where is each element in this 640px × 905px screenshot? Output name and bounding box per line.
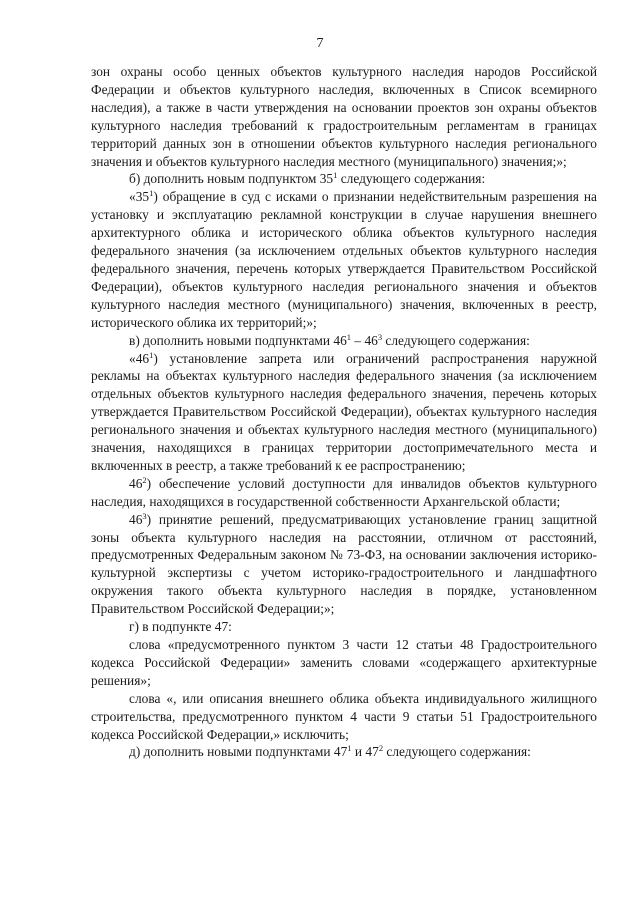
paragraph-text: «46 [129,350,150,366]
document-body [91,63,597,761]
superscript-index: 1 [333,170,338,181]
superscript-index: 1 [346,331,352,342]
paragraph [91,743,597,761]
superscript-index: 1 [149,349,154,360]
superscript-index: 2 [378,743,384,754]
paragraph: слова «, или описания внешнего облика объекта индивидуального жилищного строительства, предусмотренного пунктом 4 части 9 статьи 51 Градостроительного кодекса Российской Федерации,» исключить; [91,690,597,742]
paragraph-text: д) дополнить новыми подпунктами 47 [129,744,348,760]
paragraph [91,475,597,511]
paragraph-text: и 47 [351,744,379,760]
superscript-index: 1 [347,743,352,754]
paragraph: зон охраны особо ценных объектов культурного наследия народов Российской Федерации и объектов культурного наследия, включенных в Список всемирного наследия), а также в части утверждения на основании проектов зон охраны объектов культурного наследия требований к градостроительным регламентам в границах территорий данных зон в отношении объектов культурного наследия регионального значения и объектов культурного наследия местного (муниципального) значения;»; [91,64,597,169]
paragraph-text: – 46 [351,332,378,348]
paragraph-text: 46 [129,475,143,491]
paragraph-text: ) установление запрета или ограничений распространения наружной рекламы на объектах культурного наследия федерального значения (за исключением отдельных объектов культурного наследия федерального значения, перечень которых утверждается Правительством Российской Федерации), объектах культурного наследия регионального значения и объектах культурного наследия местного (муниципального) значения, находящихся в границах территории достопримечательного места и включенных в реестр, а также требований к ее распространению; [91,350,597,473]
paragraph-text: ) обеспечение условий доступности для инвалидов объектов культурного наследия, находящихся в государственной собственности Архангельской области; [91,475,597,509]
page-number: 7 [316,36,324,51]
paragraph-text: следующего содержания: [382,332,530,348]
paragraph [91,511,597,618]
paragraph-text: ) принятие решений, предусматривающих установление границ защитной зоны объекта культурного наследия на расстоянии, отличном от расстояний, предусмотренных Федеральным законом № 73-ФЗ, на основании заключения историко-культурной экспертизы с учетом историко-градостроительного и ландшафтного окружения такого объекта культурного наследия в порядке, установленном Правительством Российской Федерации;»; [91,511,597,617]
paragraph [91,332,597,350]
paragraph: г) в подпункте 47: [129,619,232,635]
paragraph: слова «предусмотренного пунктом 3 части 12 статьи 48 Градостроительного кодекса Российской Федерации» заменить словами «содержащего архитектурные решения»; [91,637,597,688]
superscript-index: 3 [377,331,383,342]
superscript-index: 3 [142,510,147,521]
paragraph-text: в) дополнить новыми подпунктами 46 [129,332,347,348]
paragraph-text: б) дополнить новым подпунктом 35 [129,171,334,187]
paragraph-text: «35 [129,189,150,205]
paragraph [91,188,597,331]
paragraph [91,350,597,475]
paragraph-text: ) обращение в суд с исками о признании недействительным разрешения на установку и эксплуатацию рекламной конструкции в случае нарушения внешнего архитектурного облика и исторического облика объектов культурного наследия федерального значения (за исключением отдельных объектов культурного наследия федерального значения, перечень которых утверждается Правительством Российской Федерации), объектов культурного наследия регионального значения и объектов культурного наследия местного (муниципального) значения, включенных в реестр, исторического облика их территорий;»; [91,189,597,330]
superscript-index: 2 [142,474,147,485]
paragraph [91,170,597,188]
superscript-index: 1 [149,188,154,199]
paragraph-text: следующего содержания: [383,744,531,760]
paragraph-text: следующего содержания: [337,171,486,187]
paragraph-text: 46 [129,511,143,527]
